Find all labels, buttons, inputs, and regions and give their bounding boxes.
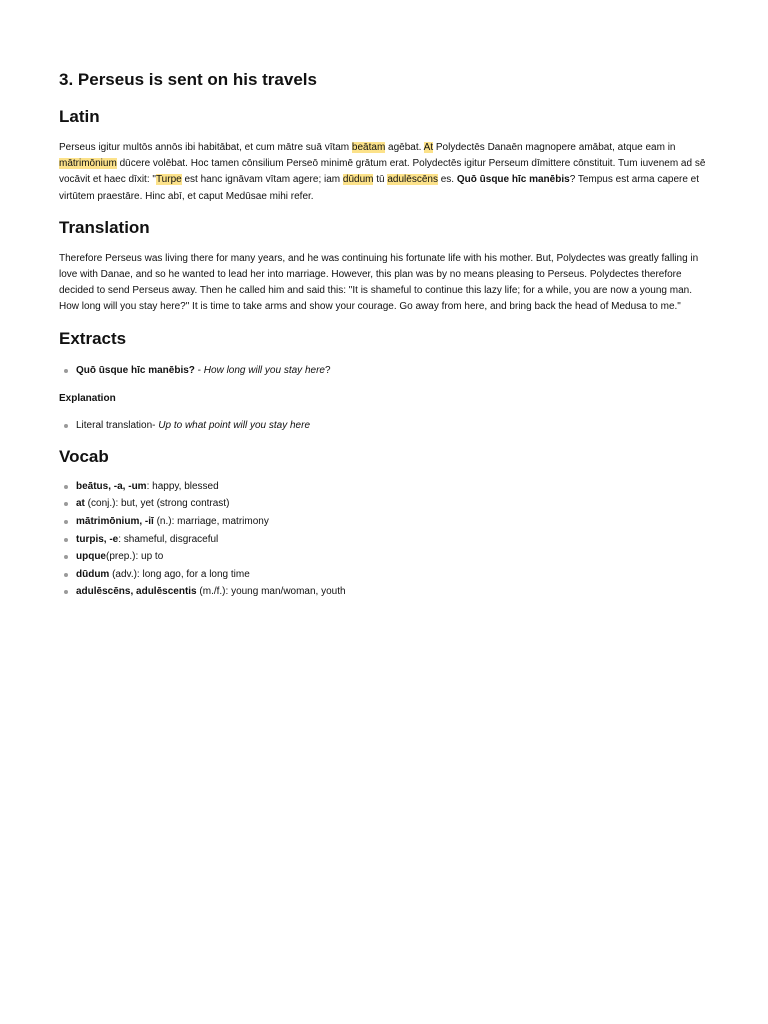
vocab-item <box>76 548 712 566</box>
latin-highlighted-word: mātrimōnium <box>59 158 117 170</box>
bullet-icon <box>64 485 68 489</box>
extract-separator: - <box>194 364 204 376</box>
latin-heading: Latin <box>59 107 100 126</box>
vocab-item <box>76 478 712 496</box>
vocab-definition: : shameful, disgraceful <box>118 533 219 545</box>
latin-text: es. <box>437 174 457 186</box>
bullet-icon <box>64 520 68 524</box>
bullet-icon <box>64 424 68 428</box>
extract-tail: ? <box>324 364 331 376</box>
translation-heading: Translation <box>59 217 150 237</box>
explanation-heading: Explanation <box>59 393 116 405</box>
bullet-icon <box>64 573 68 577</box>
extracts-list <box>59 362 712 380</box>
vocab-item <box>76 583 712 601</box>
latin-text: Perseus igitur multōs annōs ibi habitābat, et cum mātre suā vītam <box>59 142 352 153</box>
latin-highlighted-word: At <box>423 142 434 153</box>
latin-text: Polydectēs Danaēn magnopere amābat, atque eam in <box>433 142 676 153</box>
bullet-icon <box>64 502 68 506</box>
translation-paragraph: Therefore Perseus was living there for many years, and he was continuing his fortunate life with his mother. But, Polydectes was greatly falling in love with Danae, and so he wanted to lead her into marriage. However, this plan was by no means pleasing to Perseus. Polydectes therefore decided to send Perseus away. Then he called him and said this: "It is shameful to continue this lazy life; for a while, you are now a young man. How long will you stay here?" It is time to take arms and show your courage. Go away from here, and bring back the head of Medusa to me." <box>59 252 699 313</box>
extracts-heading: Extracts <box>59 328 127 348</box>
vocab-definition: : happy, blessed <box>146 480 219 492</box>
latin-highlighted-word: beātam <box>351 142 386 153</box>
vocab-term: turpis, -e <box>76 533 119 545</box>
latin-highlighted-word: dūdum <box>342 174 374 186</box>
vocab-term: at <box>76 498 85 510</box>
vocab-definition: (n.): marriage, matrimony <box>153 516 269 527</box>
extract-translation: How long will you stay here <box>203 364 325 376</box>
vocab-heading: Vocab <box>59 446 109 466</box>
vocab-term: upque <box>76 551 106 563</box>
explanation-label: Literal translation- <box>76 420 159 432</box>
extract-latin: Quō ūsque hīc manēbis? <box>76 364 195 376</box>
vocab-term: adulēscēns, adulēscentis <box>76 586 197 598</box>
vocab-definition: (conj.): but, yet (strong contrast) <box>84 498 230 510</box>
latin-text: agēbat. <box>385 142 424 153</box>
vocab-definition: (m./f.): young man/woman, youth <box>196 586 346 598</box>
vocab-list <box>59 478 712 601</box>
vocab-definition: (prep.): up to <box>106 551 164 563</box>
vocab-term: beātus, -a, -um <box>76 480 147 492</box>
explanation-text: Up to what point will you stay here <box>158 420 311 432</box>
latin-highlighted-word: adulēscēns <box>387 174 438 186</box>
extract-item <box>76 362 712 380</box>
vocab-item <box>76 566 712 584</box>
vocab-item <box>76 495 712 513</box>
vocab-term: dūdum <box>76 568 110 580</box>
latin-text: dūcere volēbat. Hoc tamen cōnsilium Perseō minimē grātum erat. Polydectēs igitur Perseum dīmittere cōnstituit. Tum iuvenem ad sē vocāvit et haec dīxit: " <box>59 158 706 186</box>
vocab-item <box>76 531 712 549</box>
explanation-item <box>76 417 712 435</box>
bullet-icon <box>64 369 68 373</box>
latin-bold-phrase: Quō ūsque hīc manēbis <box>456 174 570 186</box>
vocab-item <box>76 513 712 531</box>
latin-highlighted-word: Turpe <box>155 174 182 186</box>
vocab-definition: (adv.): long ago, for a long time <box>109 568 250 580</box>
page-title: 3. Perseus is sent on his travels <box>59 70 317 89</box>
latin-paragraph <box>59 140 712 205</box>
latin-text: tū <box>373 174 388 186</box>
vocab-term: mātrimōnium, -iī <box>76 516 154 527</box>
bullet-icon <box>64 590 68 594</box>
bullet-icon <box>64 538 68 542</box>
bullet-icon <box>64 555 68 559</box>
latin-text: est hanc ignāvam vītam agere; iam <box>181 174 343 186</box>
explanation-list <box>59 417 712 435</box>
latin-text: ? Tempus est arma capere et virtūtem praestāre. Hinc abī, et caput Medūsae mihi refer. <box>59 174 700 202</box>
